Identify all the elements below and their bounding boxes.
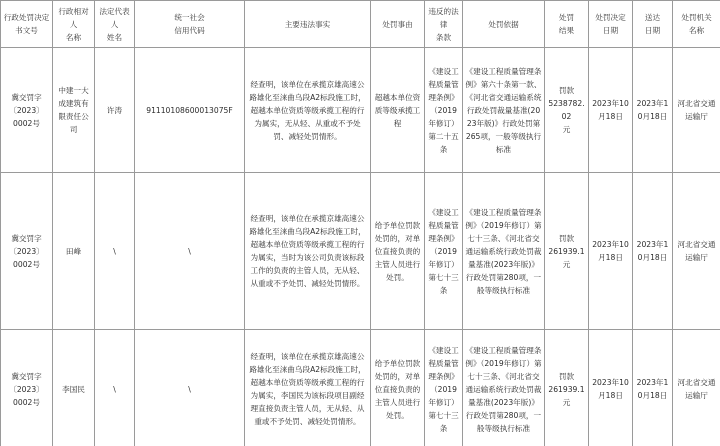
cell-party: 田峰 bbox=[53, 173, 95, 330]
cell-clause: 《建设工程质量管理条例》（2019年修订）第七十三条 bbox=[425, 330, 463, 446]
cell-doc-no: 冀交罚字 〔2023〕 0002号 bbox=[1, 330, 53, 446]
cell-facts: 经查明，该单位在承揽京雄高速公路雄化至涞曲乌段A2标段施工时，超越本单位资质等级承揽工程的行为属实，当时为该公司负责该标段工作的负责的主管人员，无从轻、从重或不予处罚、减轻处罚情形。 bbox=[245, 173, 371, 330]
cell-basis: 《建设工程质量管理条例》（2019年修订）第七十三条、《河北省交通运输系统行政处罚裁量基准(2023年版)》行政处罚第280项，一般等级执行标准 bbox=[463, 173, 545, 330]
header-clause: 违反的法 律 条款 bbox=[425, 1, 463, 48]
cell-clause: 《建设工程质量管理条例》（2019年修订）第二十五条 bbox=[425, 48, 463, 173]
cell-authority: 河北省交通运输厅 bbox=[673, 48, 720, 173]
cell-cause: 超越本单位资质等级承揽工程 bbox=[371, 48, 425, 173]
cell-decision-date: 2023年10月18日 bbox=[589, 173, 633, 330]
cell-rep: \ bbox=[95, 173, 135, 330]
cell-facts: 经查明，该单位在承揽京雄高速公路雄化至涞曲乌段A2标段施工时，超越本单位资质等级承揽工程的行为属实，无从轻、从重或不予处罚、减轻处罚情形。 bbox=[245, 48, 371, 173]
cell-decision-date: 2023年10月18日 bbox=[589, 330, 633, 446]
cell-facts: 经查明，该单位在承揽京雄高速公路雄化至涞曲乌段A2标段施工时，超越本单位资质等级承揽工程的行为属实，李国民为该标段项目副经理直接负责主管人员，无从轻、从重或不予处罚、减轻处罚情形。 bbox=[245, 330, 371, 446]
header-credit-code: 统一社会 信用代码 bbox=[135, 1, 245, 48]
cell-cause: 给予单位罚款处罚的，对单位直接负责的主管人员进行处罚。 bbox=[371, 173, 425, 330]
table-row bbox=[1, 48, 720, 173]
cell-cause: 给予单位罚款处罚的，对单位直接负责的主管人员进行处罚。 bbox=[371, 330, 425, 446]
cell-party: 中建一大 成建筑有 限责任公 司 bbox=[53, 48, 95, 173]
cell-doc-no: 冀交罚字 〔2023〕 0002号 bbox=[1, 48, 53, 173]
cell-basis: 《建设工程质量管理条例》第六十条第一款、《河北省交通运输系统行政处罚裁量基准(2023年版)》行政处罚第265项，一般等级执行标准 bbox=[463, 48, 545, 173]
header-service-date: 送达 日期 bbox=[633, 1, 673, 48]
cell-credit-code: 91110108600013075F bbox=[135, 48, 245, 173]
cell-rep: 许涛 bbox=[95, 48, 135, 173]
cell-rep: \ bbox=[95, 330, 135, 446]
header-authority: 处罚机关 名称 bbox=[673, 1, 720, 48]
cell-service-date: 2023年10月18日 bbox=[633, 173, 673, 330]
header-doc-no: 行政处罚决定 书文号 bbox=[1, 1, 53, 48]
header-basis: 处罚依据 bbox=[463, 1, 545, 48]
cell-authority: 河北省交通运输厅 bbox=[673, 173, 720, 330]
cell-service-date: 2023年10月18日 bbox=[633, 48, 673, 173]
header-result: 处罚 结果 bbox=[545, 1, 589, 48]
header-facts: 主要违法事实 bbox=[245, 1, 371, 48]
cell-result: 罚款 5238782.02 元 bbox=[545, 48, 589, 173]
cell-result: 罚款 261939.1元 bbox=[545, 173, 589, 330]
header-rep: 法定代表 人 姓名 bbox=[95, 1, 135, 48]
cell-clause: 《建设工程质量管理条例》（2019年修订）第七十三条 bbox=[425, 173, 463, 330]
table-row bbox=[1, 173, 720, 330]
header-party: 行政相对 人 名称 bbox=[53, 1, 95, 48]
cell-result: 罚款 261939.1元 bbox=[545, 330, 589, 446]
header-decision-date: 处罚决定 日期 bbox=[589, 1, 633, 48]
cell-decision-date: 2023年10月18日 bbox=[589, 48, 633, 173]
header-cause: 处罚事由 bbox=[371, 1, 425, 48]
header-row bbox=[1, 1, 720, 48]
table-row bbox=[1, 330, 720, 446]
cell-doc-no: 冀交罚字 〔2023〕 0002号 bbox=[1, 173, 53, 330]
cell-party: 李国民 bbox=[53, 330, 95, 446]
cell-credit-code: \ bbox=[135, 173, 245, 330]
cell-service-date: 2023年10月18日 bbox=[633, 330, 673, 446]
cell-authority: 河北省交通运输厅 bbox=[673, 330, 720, 446]
cell-credit-code: \ bbox=[135, 330, 245, 446]
cell-basis: 《建设工程质量管理条例》（2019年修订）第七十三条、《河北省交通运输系统行政处罚裁量基准(2023年版)》行政处罚第280项，一般等级执行标准 bbox=[463, 330, 545, 446]
